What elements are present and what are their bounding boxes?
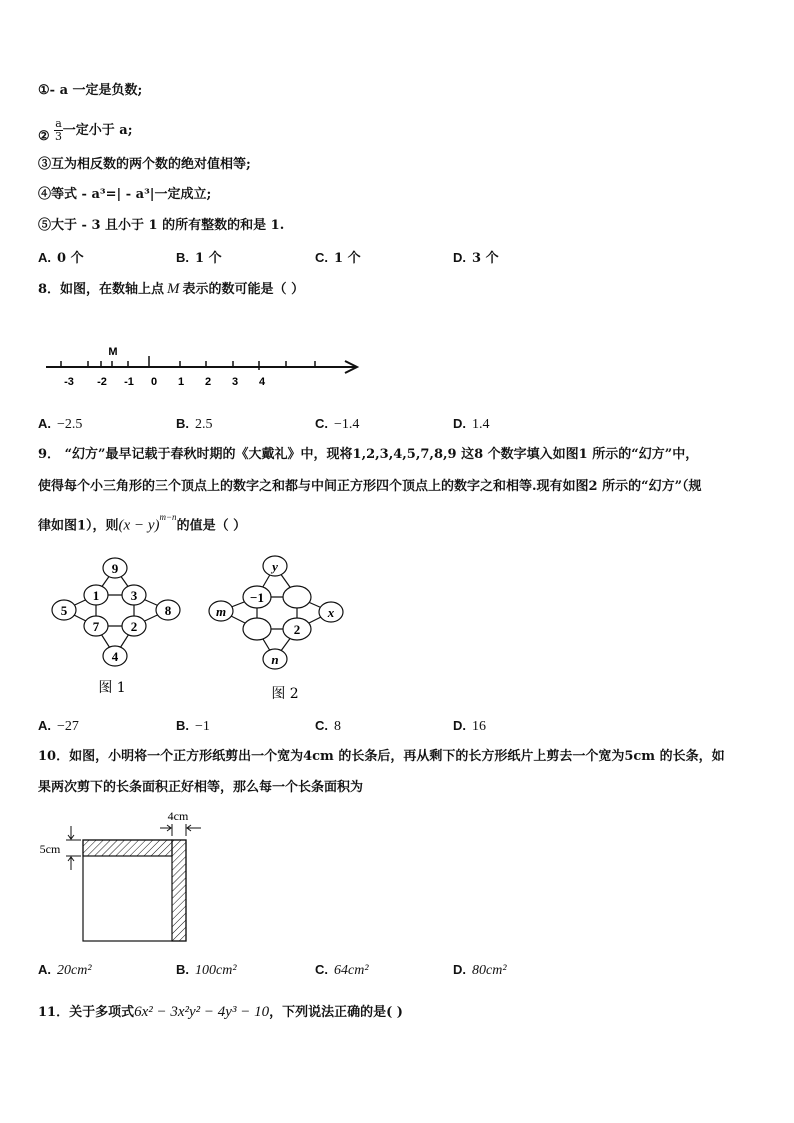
q7-option-d[interactable]: D. 3 个 bbox=[453, 250, 499, 266]
label-4cm: 4cm bbox=[167, 809, 189, 823]
q7-option-a[interactable]: A. 0 个 bbox=[38, 250, 84, 266]
statement-3: ③互为相反数的两个数的绝对值相等; bbox=[38, 157, 251, 172]
figure-2-caption: 图 2 bbox=[271, 686, 299, 702]
statement-2: ② $\frac{a}{3}$ 一定小于 a; bbox=[38, 117, 133, 144]
node-label: −1 bbox=[250, 590, 264, 605]
q10-option-b[interactable]: B. 100cm² bbox=[176, 962, 237, 978]
figure-1-caption: 图 1 bbox=[98, 680, 126, 696]
node-label: n bbox=[271, 652, 279, 667]
node-label: 2 bbox=[293, 622, 301, 637]
q8-option-b[interactable]: B. 2.5 bbox=[176, 416, 213, 432]
node-label: 8 bbox=[164, 603, 172, 618]
node-label: 2 bbox=[130, 619, 138, 634]
node-label: 5 bbox=[60, 603, 68, 618]
q9-stem-line-2: 使得每个小三角形的三个顶点上的数字之和都与中间正方形四个顶点上的数字之和相等.现有如图2 所示的“幻方”（规 bbox=[38, 479, 702, 494]
q10-option-d[interactable]: D. 80cm² bbox=[453, 962, 507, 978]
node bbox=[283, 586, 311, 608]
q7-option-b[interactable]: B. 1 个 bbox=[176, 250, 222, 266]
point-m-label: M bbox=[108, 346, 118, 358]
tick-label: 1 bbox=[177, 376, 185, 388]
tick-label: -1 bbox=[124, 376, 134, 388]
q11-stem: 11．关于多项式6x² − 3x²y² − 4y³ − 10，下列说法正确的是( ) bbox=[38, 1004, 403, 1020]
q10-stem-line-2: 果两次剪下的长条面积正好相等，那么每一个长条面积为 bbox=[38, 780, 364, 795]
node-label: x bbox=[327, 605, 335, 620]
statement-5: ⑤大于 - 3 且小于 1 的所有整数的和是 1. bbox=[38, 218, 285, 233]
node bbox=[243, 618, 271, 640]
q9-stem-line-1: 9． “幻方”最早记载于春秋时期的《大戴礼》中，现将1,2,3,4,5,7,8,9 这8 个数字填入如图1 所示的“幻方”中， bbox=[38, 447, 699, 462]
q10-stem-line-1: 10．如图，小明将一个正方形纸剪出一个宽为4cm 的长条后，再从剩下的长方形纸片上剪去一个宽为5cm 的长条，如 bbox=[38, 749, 725, 764]
tick-label: -2 bbox=[97, 376, 107, 388]
q10-option-c[interactable]: C. 64cm² bbox=[315, 962, 369, 978]
number-line-figure bbox=[40, 342, 380, 392]
q8-option-c[interactable]: C. −1.4 bbox=[315, 416, 360, 432]
magic-square-figure-1 bbox=[48, 555, 188, 705]
node-label: 7 bbox=[92, 619, 100, 634]
node-label: 4 bbox=[111, 649, 119, 664]
tick-label: 3 bbox=[231, 376, 239, 388]
q9-option-a[interactable]: A. −27 bbox=[38, 718, 79, 734]
statement-4: ④等式 - a³=| - a³|一定成立; bbox=[38, 187, 212, 202]
q10-option-a[interactable]: A. 20cm² bbox=[38, 962, 92, 978]
tick-label: 2 bbox=[204, 376, 212, 388]
q9-option-c[interactable]: C. 8 bbox=[315, 718, 341, 734]
q8-stem: 8．如图，在数轴上点 M 表示的数可能是（ ） bbox=[38, 281, 305, 297]
q9-option-b[interactable]: B. −1 bbox=[176, 718, 210, 734]
tick-label: 4 bbox=[258, 376, 266, 388]
label-5cm: 5cm bbox=[39, 842, 61, 856]
horizontal-strip bbox=[83, 840, 172, 856]
magic-square-figure-2 bbox=[205, 555, 355, 705]
q9-stem-line-3: 律如图1），则$(x - y)^{m-n}$的值是（ ） bbox=[38, 512, 247, 534]
q8-option-d[interactable]: D. 1.4 bbox=[453, 416, 490, 432]
tick-label: 0 bbox=[150, 376, 158, 388]
node-label: 9 bbox=[111, 561, 119, 576]
q9-option-d[interactable]: D. 16 bbox=[453, 718, 486, 734]
node-label: y bbox=[272, 559, 278, 574]
statement-1: ①- a 一定是负数; bbox=[38, 83, 143, 98]
fraction-a-over-3: $\frac{a}{3}$ bbox=[54, 117, 62, 143]
q8-option-a[interactable]: A. −2.5 bbox=[38, 416, 83, 432]
tick-label: -3 bbox=[64, 376, 74, 388]
q7-option-c[interactable]: C. 1 个 bbox=[315, 250, 361, 266]
vertical-strip bbox=[172, 840, 186, 941]
square-strips-figure bbox=[36, 808, 216, 948]
node-label: 3 bbox=[130, 588, 138, 603]
node-label: m bbox=[215, 604, 227, 619]
node-label: 1 bbox=[92, 588, 100, 603]
